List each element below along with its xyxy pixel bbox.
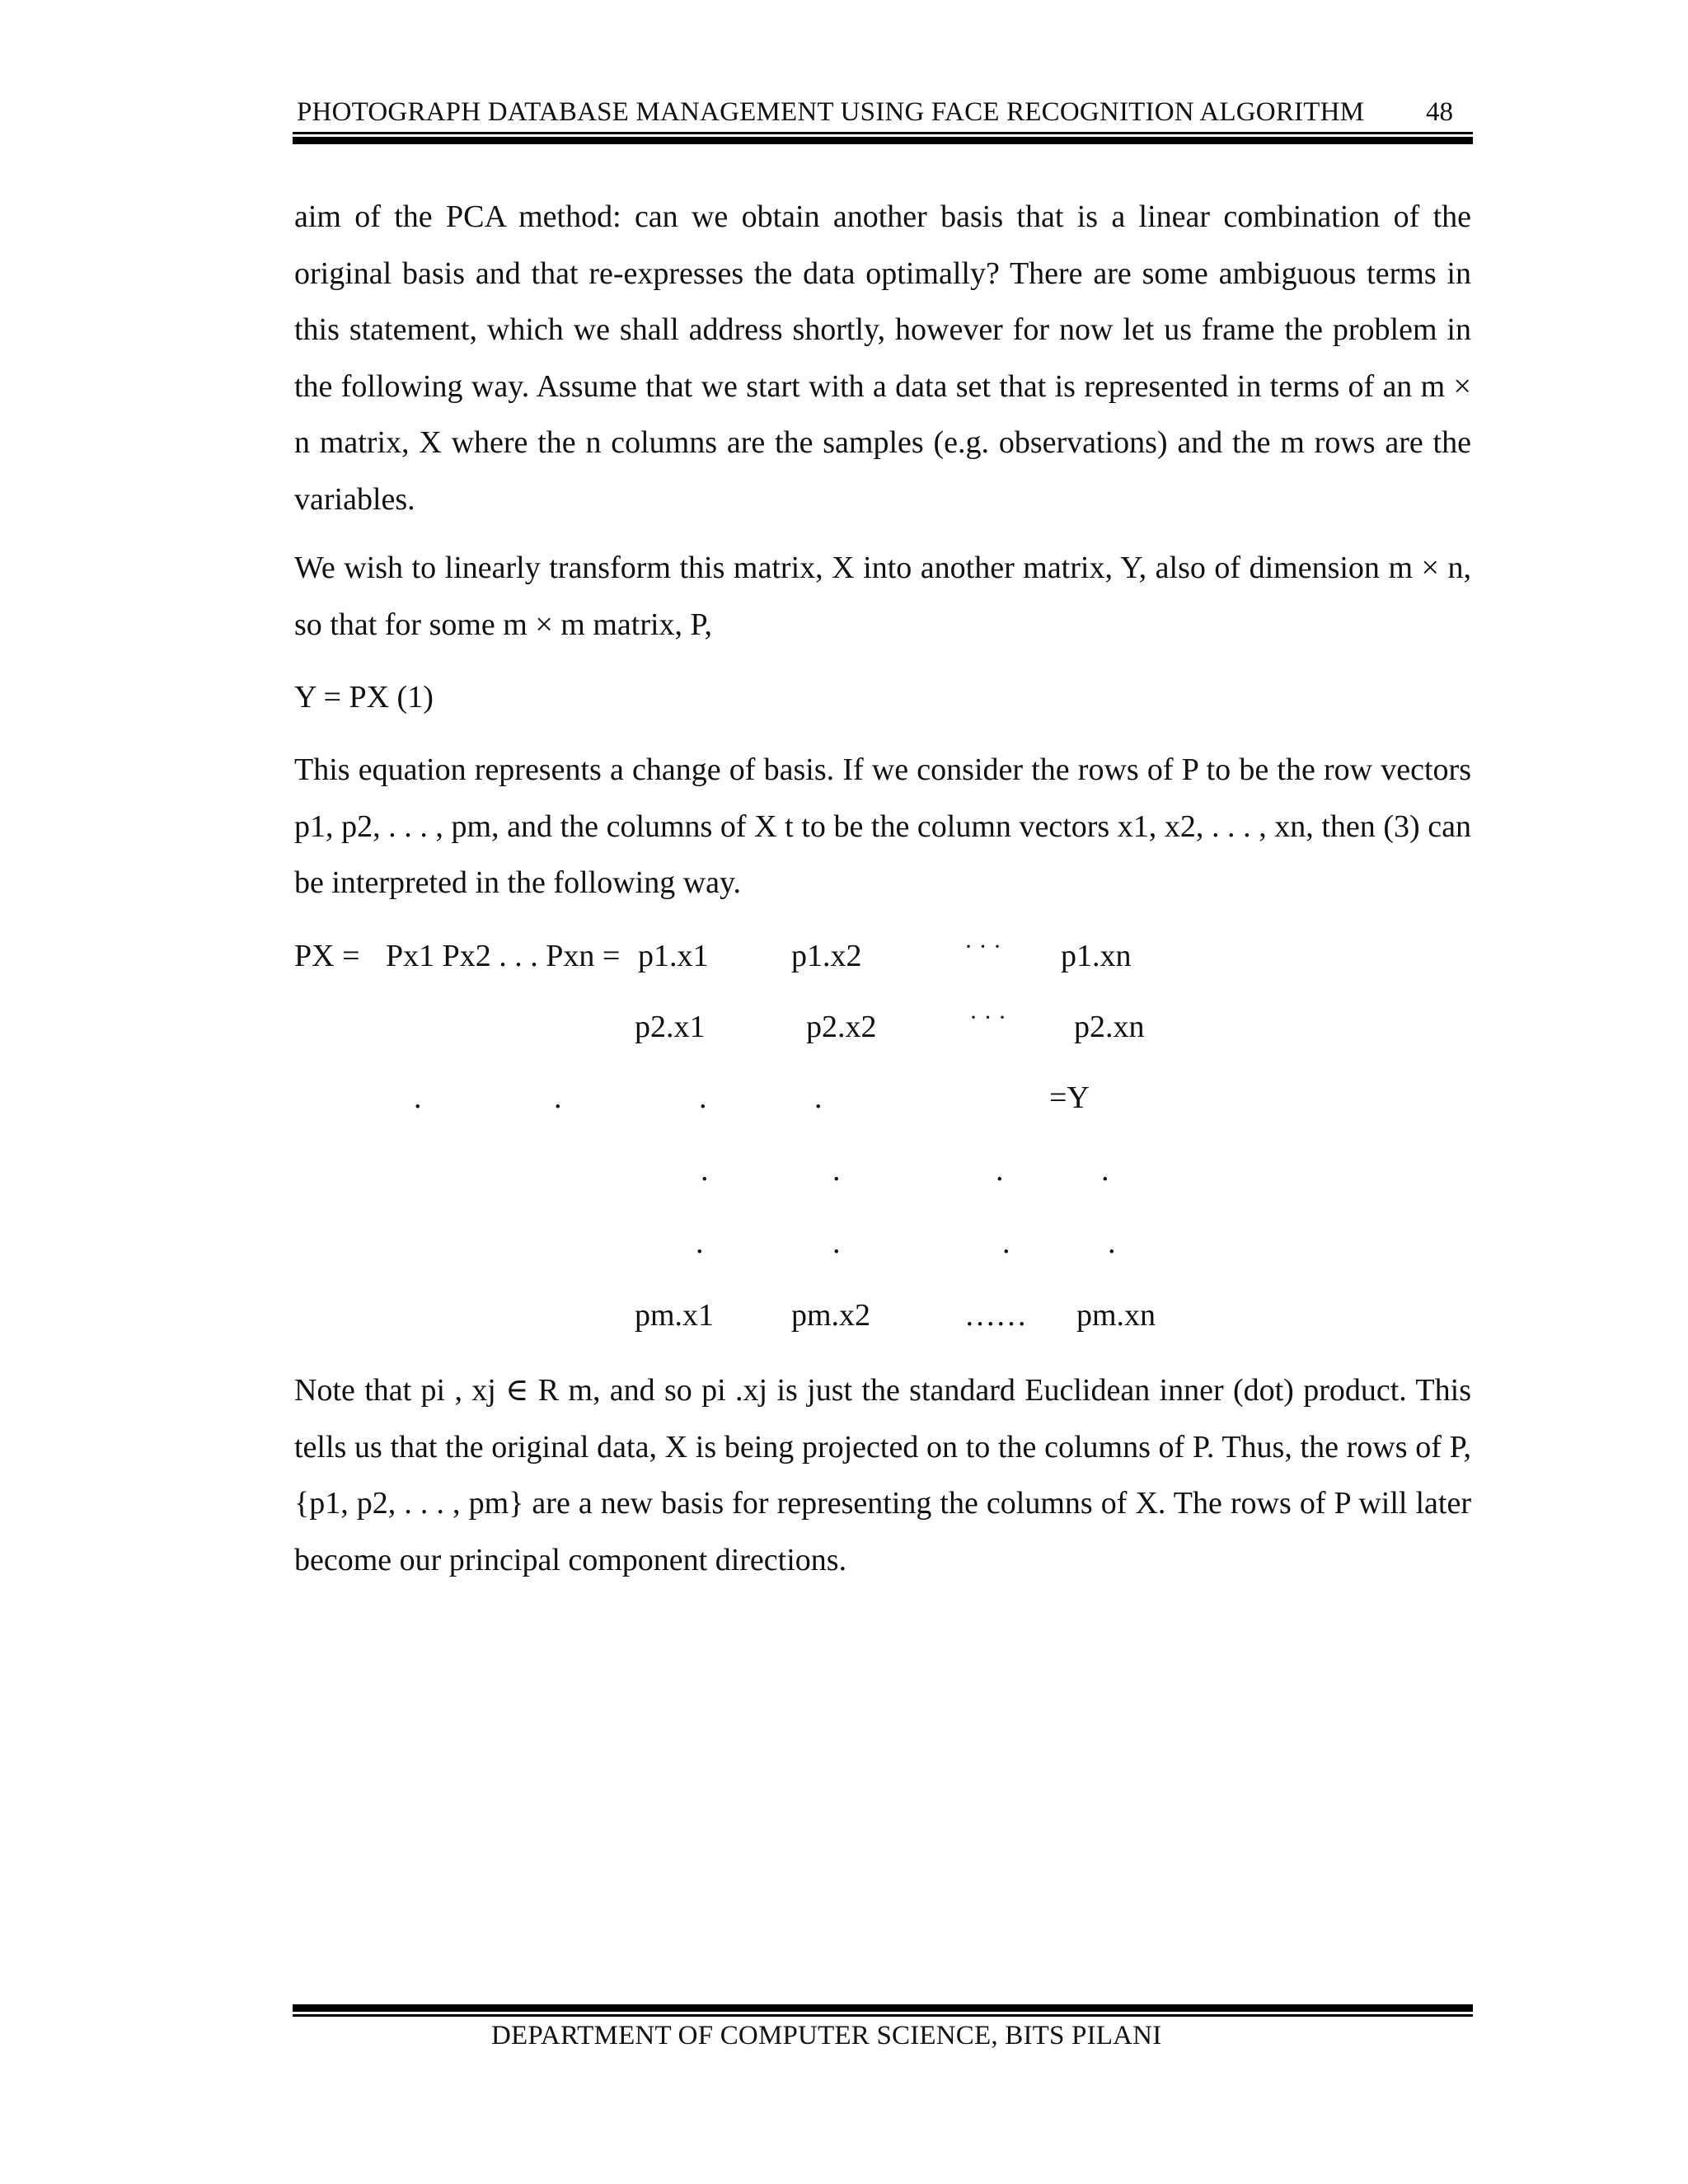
matrix-dot: . — [699, 1080, 707, 1115]
matrix-cell: pm.x2 — [791, 1298, 871, 1333]
paragraph-change-of-basis: This equation represents a change of basis. If we consider the rows of P to be the row vectors p1, p2, . . . , pm, and the columns of X t to be the column vectors x1, x2, . . . , xn, then (3) can be interpreted in the following way. — [294, 752, 1471, 900]
running-footer: DEPARTMENT OF COMPUTER SCIENCE, BITS PILANI — [491, 2021, 1162, 2050]
paragraph-inner-product-note: Note that pi , xj ∈ R m, and so pi .xj is just the standard Euclidean inner (dot) product. This tells us that the original data, X is being projected on to the columns of P. Thus, the rows of P, {p1, p2, . . . , pm} are a new basis for representing the columns of X. The rows of P will later become our principal component directions. — [294, 1373, 1471, 1577]
matrix-dot: . — [1108, 1226, 1116, 1260]
header-rule-thin — [293, 132, 1473, 134]
matrix-dot: . — [414, 1080, 422, 1115]
matrix-cell: p1.x1 — [638, 939, 709, 973]
matrix-result: =Y — [1049, 1080, 1090, 1115]
page-number: 48 — [1426, 97, 1453, 127]
equation-y-px: Y = PX (1) — [294, 680, 434, 715]
running-header-title: PHOTOGRAPH DATABASE MANAGEMENT USING FACE RECOGNITION ALGORITHM — [297, 97, 1365, 127]
footer-rule-thick — [293, 2004, 1473, 2012]
matrix-dot: . — [832, 1226, 841, 1260]
matrix-cell-ellipsis: …… — [964, 1298, 1027, 1333]
matrix-dot: . — [996, 1153, 1004, 1188]
matrix-cell: pm.xn — [1076, 1298, 1156, 1333]
matrix-cell: p1.xn — [1061, 939, 1132, 973]
matrix-row-vector: Px1 Px2 . . . Pxn = — [386, 939, 621, 973]
matrix-dot: . — [701, 1153, 709, 1188]
matrix-dot: . — [554, 1080, 562, 1115]
footer-rule-thin — [293, 2014, 1473, 2017]
matrix-cell: p2.xn — [1074, 1010, 1145, 1044]
matrix-cell-ellipsis: · · · — [969, 1004, 1006, 1031]
matrix-dot: . — [832, 1153, 841, 1188]
matrix-cell: p1.x2 — [791, 939, 862, 973]
matrix-dot: . — [1002, 1226, 1010, 1260]
paragraph-pca-aim: aim of the PCA method: can we obtain another basis that is a linear combination of the original basis and that re-expresses the data optimally? There are some ambiguous terms in this statement, which we shall address shortly, however for now let us frame the problem in the following way. Assume that we start with a data set that is represented in terms of an m × n matrix, X where the n columns are the samples (e.g. observations) and the m rows are the variables. — [294, 199, 1471, 517]
matrix-cell-ellipsis: · · · — [964, 933, 1001, 960]
matrix-dot: . — [814, 1080, 823, 1115]
paragraph-linear-transform: We wish to linearly transform this matrix, X into another matrix, Y, also of dimension m × n, so that for some m × m matrix, P, — [294, 551, 1471, 642]
matrix-lhs: PX = — [294, 939, 360, 973]
matrix-cell: p2.x1 — [635, 1010, 706, 1044]
matrix-dot: . — [696, 1226, 704, 1260]
matrix-cell: pm.x1 — [635, 1298, 715, 1333]
header-rule-thick — [293, 137, 1473, 144]
matrix-dot: . — [1101, 1153, 1109, 1188]
matrix-cell: p2.x2 — [806, 1010, 877, 1044]
